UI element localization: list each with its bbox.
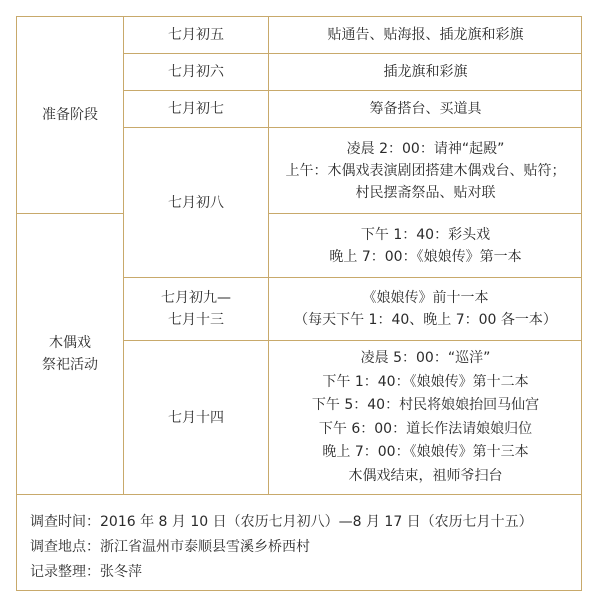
date-text: 七月初八 bbox=[168, 194, 224, 211]
date-text: 七月十四 bbox=[168, 409, 224, 426]
date-text: 七月初九— bbox=[161, 290, 231, 306]
stage-label-line: 祭祀活动 bbox=[42, 357, 98, 373]
activity-text: 下午 1：40：《娘娘传》第十二本 bbox=[322, 373, 529, 390]
activity-text: 凌晨 2：00：请神“起殿” bbox=[346, 140, 505, 157]
stage-puppet-ritual bbox=[17, 214, 123, 494]
survey-place: 调查地点：浙江省温州市泰顺县雪溪乡桥西村 bbox=[30, 539, 310, 555]
stage-label: 准备阶段 bbox=[42, 107, 98, 123]
activity-text: 《娘娘传》前十一本 bbox=[362, 290, 489, 306]
activity-cell bbox=[269, 128, 582, 213]
stage-label-line: 木偶戏 bbox=[49, 335, 91, 351]
activity-text: 插龙旗和彩旗 bbox=[383, 64, 468, 80]
stage-preparation bbox=[17, 17, 123, 213]
date-text: 七月初五 bbox=[168, 27, 224, 43]
activity-text: （每天下午 1：40、晚上 7：00 各一本） bbox=[294, 312, 557, 328]
activity-text: 上午：木偶戏表演剧团搭建木偶戏台、贴符； bbox=[285, 162, 566, 179]
date-cell bbox=[124, 278, 268, 340]
activity-cell bbox=[269, 341, 582, 494]
activity-text: 村民摆斋祭品、贴对联 bbox=[355, 184, 496, 201]
date-text: 七月十三 bbox=[168, 312, 224, 328]
date-text: 七月初七 bbox=[168, 101, 224, 117]
date-text: 七月初六 bbox=[168, 64, 224, 80]
activity-text: 木偶戏结束，祖师爷扫台 bbox=[348, 467, 503, 484]
date-cell bbox=[124, 17, 268, 53]
survey-info bbox=[30, 510, 533, 585]
activity-cell bbox=[269, 214, 582, 277]
survey-time: 调查时间：2016 年 8 月 10 日（农历七月初八）—8 月 17 日（农历七月十五） bbox=[30, 514, 533, 530]
recorder: 记录整理：张冬萍 bbox=[30, 564, 142, 580]
date-cell bbox=[124, 54, 268, 90]
activity-cell bbox=[269, 54, 582, 90]
activity-text: 贴通告、贴海报、插龙旗和彩旗 bbox=[327, 27, 524, 43]
divider bbox=[16, 494, 582, 495]
activity-text: 下午 1：40：彩头戏 bbox=[360, 226, 491, 243]
activity-cell bbox=[269, 278, 582, 340]
activity-text: 晚上 7：00：《娘娘传》第一本 bbox=[329, 248, 522, 265]
date-cell bbox=[124, 341, 268, 494]
date-cell bbox=[124, 91, 268, 127]
activity-text: 下午 6：00：道长作法请娘娘归位 bbox=[318, 420, 533, 437]
activity-text: 下午 5：40：村民将娘娘抬回马仙宫 bbox=[311, 397, 540, 413]
date-cell bbox=[124, 128, 268, 277]
activity-cell bbox=[269, 17, 582, 53]
activity-text: 凌晨 5：00：“巡洋” bbox=[360, 350, 491, 366]
activity-cell bbox=[269, 91, 582, 127]
activity-text: 筹备搭台、买道具 bbox=[369, 101, 482, 117]
activity-text: 晚上 7：00：《娘娘传》第十三本 bbox=[322, 444, 529, 460]
